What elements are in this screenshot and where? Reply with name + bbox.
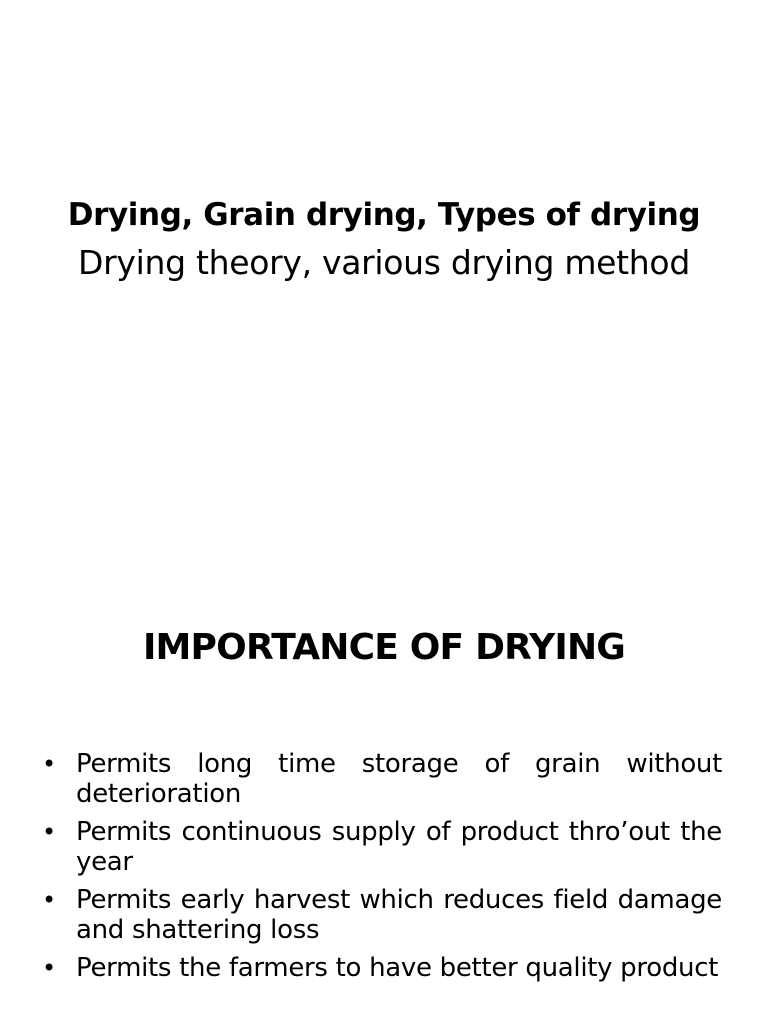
bullet-text: Permits continuous supply of product thro’out the year xyxy=(76,817,722,877)
bullet-text: Permits long time storage of grain without deterioration xyxy=(76,749,722,809)
bullet-item-harvest xyxy=(40,885,722,945)
bullet-text: Permits the farmers to have better quality product xyxy=(76,953,719,983)
bullet-marker: • xyxy=(42,954,56,982)
title-block xyxy=(0,193,768,283)
slide-title: Drying, Grain drying, Types of drying xyxy=(67,197,701,233)
importance-heading: IMPORTANCE OF DRYING xyxy=(142,627,626,668)
bullet-marker: • xyxy=(42,818,56,846)
bullet-item-storage xyxy=(40,749,722,809)
bullet-text: Permits early harvest which reduces field damage and shattering loss xyxy=(76,885,722,945)
bullet-item-quality xyxy=(40,953,722,983)
bullet-marker: • xyxy=(42,886,56,914)
bullet-marker: • xyxy=(42,750,56,778)
slide-subtitle: Drying theory, various drying method xyxy=(78,243,690,282)
bullet-item-supply xyxy=(40,817,722,877)
importance-bullet-list xyxy=(40,749,722,991)
